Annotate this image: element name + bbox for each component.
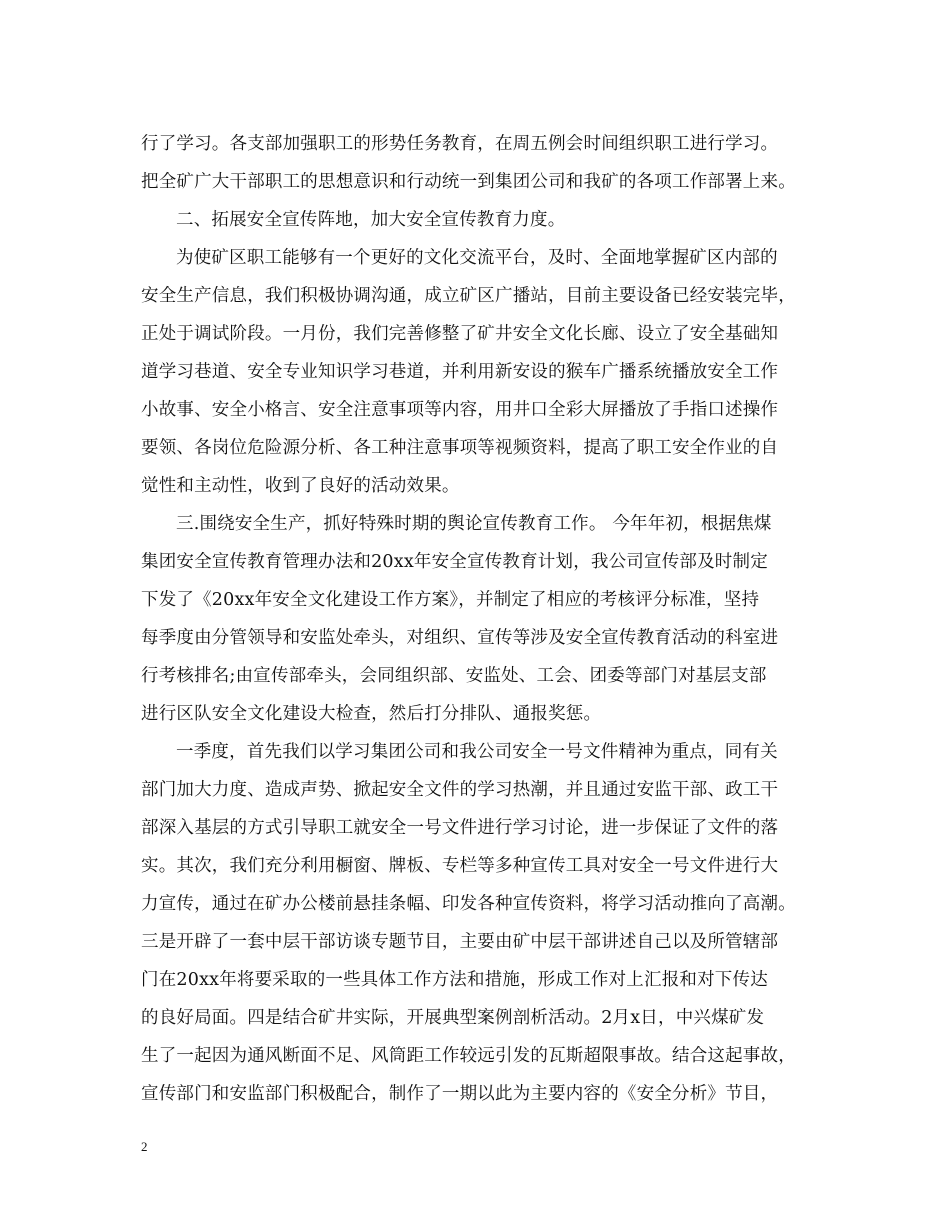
text-line: 把全矿广大干部职工的思想意识和行动统一到集团公司和我矿的各项工作部署上来。 — [141, 172, 796, 192]
text-line: 三是开辟了一套中层干部访谈专题节目，主要由矿中层干部讲述自己以及所管辖部 — [141, 932, 779, 952]
text-line: 进行区队安全文化建设大检查，然后打分排队、通报奖惩。 — [141, 704, 602, 724]
text-line: 集团安全宣传教育管理办法和20xx年安全宣传教育计划，我公司宣传部及时制定 — [141, 552, 768, 572]
section-heading: 二、拓展安全宣传阵地，加大安全宣传教育力度。 — [176, 210, 566, 230]
text-line: 每季度由分管领导和安监处牵头，对组织、宣传等涉及安全宣传教育活动的科室进 — [141, 628, 779, 648]
text-line: 一季度，首先我们以学习集团公司和我公司安全一号文件精神为重点，同有关 — [176, 742, 778, 762]
text-line: 实。其次，我们充分利用橱窗、牌板、专栏等多种宣传工具对安全一号文件进行大 — [141, 856, 779, 876]
text-line: 部深入基层的方式引导职工就安全一号文件进行学习讨论，进一步保证了文件的落 — [141, 818, 779, 838]
text-line: 小故事、安全小格言、安全注意事项等内容，用井口全彩大屏播放了手指口述操作 — [141, 400, 779, 420]
text-line: 部门加大力度、造成声势、掀起安全文件的学习热潮，并且通过安监干部、政工干 — [141, 780, 779, 800]
text-line: 要领、各岗位危险源分析、各工种注意事项等视频资料，提高了职工安全作业的自 — [141, 438, 779, 458]
text-line: 门在20xx年将要采取的一些具体工作方法和措施，形成工作对上汇报和对下传达 — [141, 970, 768, 990]
text-line: 下发了《20xx年安全文化建设工作方案》，并制定了相应的考核评分标准，坚持 — [141, 590, 760, 610]
text-line: 的良好局面。四是结合矿井实际，开展典型案例剖析活动。2月x日，中兴煤矿发 — [141, 1008, 765, 1028]
page-number: 2 — [141, 1139, 148, 1154]
text-line: 道学习巷道、安全专业知识学习巷道，并利用新安设的猴车广播系统播放安全工作 — [141, 362, 779, 382]
text-line: 宣传部门和安监部门积极配合，制作了一期以此为主要内容的《安全分析》节目， — [141, 1084, 779, 1104]
text-line: 正处于调试阶段。一月份，我们完善修整了矿井安全文化长廊、设立了安全基础知 — [141, 324, 779, 344]
text-line: 力宣传，通过在矿办公楼前悬挂条幅、印发各种宣传资料，将学习活动推向了高潮。 — [141, 894, 796, 914]
text-line: 行考核排名;由宣传部牵头，会同组织部、安监处、工会、团委等部门对基层支部 — [141, 666, 767, 686]
text-line: 生了一起因为通风断面不足、风筒距工作较远引发的瓦斯超限事故。结合这起事故， — [141, 1046, 796, 1066]
text-line: 行了学习。各支部加强职工的形势任务教育，在周五例会时间组织职工进行学习。 — [141, 134, 779, 154]
section-heading: 三.围绕安全生产，抓好特殊时期的舆论宣传教育工作。 今年年初，根据焦煤 — [176, 514, 772, 534]
text-line: 觉性和主动性，收到了良好的活动效果。 — [141, 476, 460, 496]
text-line: 安全生产信息，我们积极协调沟通，成立矿区广播站，目前主要设备已经安装完毕， — [141, 286, 796, 306]
text-line: 为使矿区职工能够有一个更好的文化交流平台，及时、全面地掌握矿区内部的 — [176, 248, 778, 268]
